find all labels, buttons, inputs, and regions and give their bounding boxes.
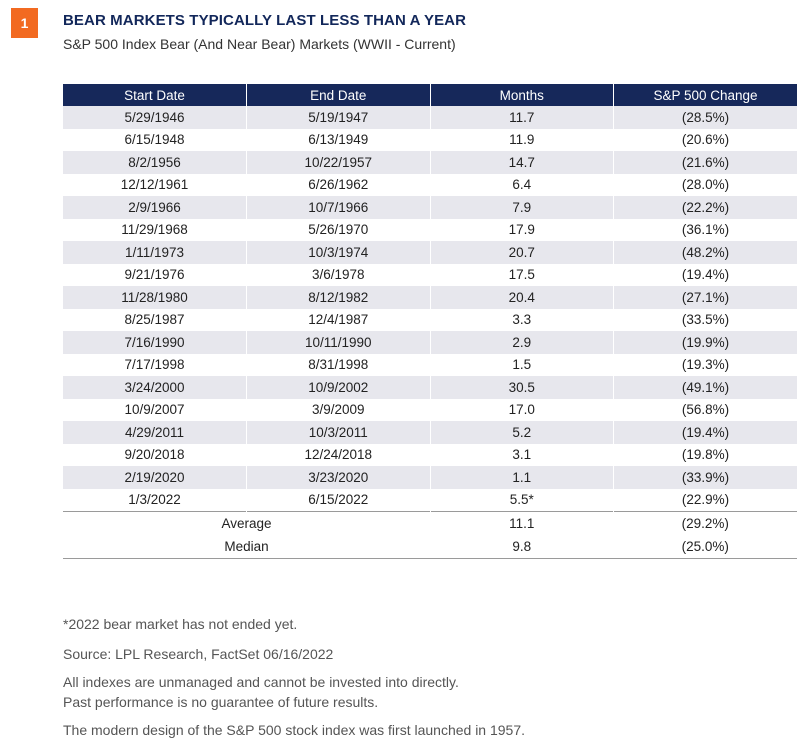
history-note: The modern design of the S&P 500 stock index was first launched in 1957. (63, 722, 526, 738)
cell-sp500-change: (56.8%) (614, 399, 798, 422)
cell-end-date: 10/22/1957 (247, 151, 431, 174)
table-row (63, 151, 797, 174)
cell-start-date: 11/28/1980 (63, 286, 247, 309)
cell-sp500-change: (19.9%) (614, 331, 798, 354)
cell-sp500-change: (19.3%) (614, 354, 798, 377)
cell-end-date: 10/7/1966 (247, 196, 431, 219)
cell-sp500-change: (20.6%) (614, 129, 798, 152)
cell-start-date: 1/11/1973 (63, 241, 247, 264)
cell-end-date: 8/12/1982 (247, 286, 431, 309)
cell-start-date: 2/19/2020 (63, 466, 247, 489)
cell-sp500-change: (33.5%) (614, 309, 798, 332)
table-row (63, 331, 797, 354)
cell-months: 20.7 (430, 241, 614, 264)
table-row (63, 376, 797, 399)
cell-end-date: 10/11/1990 (247, 331, 431, 354)
summary-months: 11.1 (430, 512, 614, 536)
table-row (63, 196, 797, 219)
cell-end-date: 12/24/2018 (247, 444, 431, 467)
cell-sp500-change: (33.9%) (614, 466, 798, 489)
cell-sp500-change: (19.4%) (614, 421, 798, 444)
source-note: Source: LPL Research, FactSet 06/16/2022 (63, 646, 334, 662)
bear-markets-table (63, 84, 797, 559)
table-row (63, 309, 797, 332)
cell-start-date: 9/20/2018 (63, 444, 247, 467)
cell-end-date: 6/15/2022 (247, 489, 431, 512)
summary-label: Average (63, 512, 430, 536)
cell-start-date: 2/9/1966 (63, 196, 247, 219)
figure-title: BEAR MARKETS TYPICALLY LAST LESS THAN A YEAR (63, 12, 467, 29)
cell-months: 7.9 (430, 196, 614, 219)
cell-months: 20.4 (430, 286, 614, 309)
cell-start-date: 6/15/1948 (63, 129, 247, 152)
cell-end-date: 6/13/1949 (247, 129, 431, 152)
table-row (63, 421, 797, 444)
disclaimer-performance: Past performance is no guarantee of future results. (63, 694, 379, 710)
cell-months: 3.3 (430, 309, 614, 332)
cell-months: 17.5 (430, 264, 614, 287)
cell-start-date: 11/29/1968 (63, 219, 247, 242)
table-row (63, 466, 797, 489)
table-body (63, 106, 797, 512)
cell-months: 6.4 (430, 174, 614, 197)
cell-months: 11.9 (430, 129, 614, 152)
cell-sp500-change: (22.2%) (614, 196, 798, 219)
cell-start-date: 10/9/2007 (63, 399, 247, 422)
cell-start-date: 5/29/1946 (63, 106, 247, 129)
cell-months: 3.1 (430, 444, 614, 467)
cell-sp500-change: (28.5%) (614, 106, 798, 129)
cell-sp500-change: (27.1%) (614, 286, 798, 309)
cell-end-date: 5/26/1970 (247, 219, 431, 242)
cell-end-date: 6/26/1962 (247, 174, 431, 197)
cell-sp500-change: (28.0%) (614, 174, 798, 197)
cell-start-date: 8/2/1956 (63, 151, 247, 174)
cell-start-date: 7/16/1990 (63, 331, 247, 354)
summary-row-average (63, 512, 797, 536)
cell-months: 17.0 (430, 399, 614, 422)
cell-sp500-change: (49.1%) (614, 376, 798, 399)
disclaimer-indexes: All indexes are unmanaged and cannot be invested into directly. (63, 674, 459, 690)
summary-change: (29.2%) (614, 512, 798, 536)
cell-start-date: 1/3/2022 (63, 489, 247, 512)
table-row (63, 264, 797, 287)
cell-sp500-change: (36.1%) (614, 219, 798, 242)
figure-subtitle: S&P 500 Index Bear (And Near Bear) Markets (WWII - Current) (63, 36, 456, 52)
cell-end-date: 10/3/1974 (247, 241, 431, 264)
table-row (63, 129, 797, 152)
header-sp500-change: S&P 500 Change (614, 84, 798, 106)
summary-label: Median (63, 535, 430, 559)
cell-months: 1.5 (430, 354, 614, 377)
cell-end-date: 3/6/1978 (247, 264, 431, 287)
cell-months: 30.5 (430, 376, 614, 399)
table-row (63, 174, 797, 197)
cell-start-date: 8/25/1987 (63, 309, 247, 332)
footnote-2022: *2022 bear market has not ended yet. (63, 616, 298, 632)
cell-sp500-change: (19.8%) (614, 444, 798, 467)
cell-start-date: 4/29/2011 (63, 421, 247, 444)
cell-sp500-change: (48.2%) (614, 241, 798, 264)
summary-row-median (63, 535, 797, 559)
summary-change: (25.0%) (614, 535, 798, 559)
table-row (63, 489, 797, 512)
table-row (63, 286, 797, 309)
summary-months: 9.8 (430, 535, 614, 559)
header-end-date: End Date (247, 84, 431, 106)
cell-months: 5.2 (430, 421, 614, 444)
table-row (63, 444, 797, 467)
table-row (63, 354, 797, 377)
table-row (63, 106, 797, 129)
cell-end-date: 3/23/2020 (247, 466, 431, 489)
header-start-date: Start Date (63, 84, 247, 106)
cell-end-date: 10/3/2011 (247, 421, 431, 444)
cell-start-date: 9/21/1976 (63, 264, 247, 287)
cell-months: 17.9 (430, 219, 614, 242)
cell-sp500-change: (21.6%) (614, 151, 798, 174)
cell-months: 2.9 (430, 331, 614, 354)
cell-months: 11.7 (430, 106, 614, 129)
cell-sp500-change: (22.9%) (614, 489, 798, 512)
cell-start-date: 3/24/2000 (63, 376, 247, 399)
cell-months: 14.7 (430, 151, 614, 174)
cell-end-date: 8/31/1998 (247, 354, 431, 377)
cell-start-date: 7/17/1998 (63, 354, 247, 377)
table-row (63, 241, 797, 264)
cell-end-date: 12/4/1987 (247, 309, 431, 332)
table-row (63, 399, 797, 422)
table-row (63, 219, 797, 242)
cell-sp500-change: (19.4%) (614, 264, 798, 287)
cell-months: 1.1 (430, 466, 614, 489)
header-months: Months (430, 84, 614, 106)
cell-start-date: 12/12/1961 (63, 174, 247, 197)
figure-number-badge: 1 (11, 8, 38, 38)
cell-end-date: 10/9/2002 (247, 376, 431, 399)
cell-end-date: 5/19/1947 (247, 106, 431, 129)
table-header-row (63, 84, 797, 106)
cell-end-date: 3/9/2009 (247, 399, 431, 422)
cell-months: 5.5* (430, 489, 614, 512)
